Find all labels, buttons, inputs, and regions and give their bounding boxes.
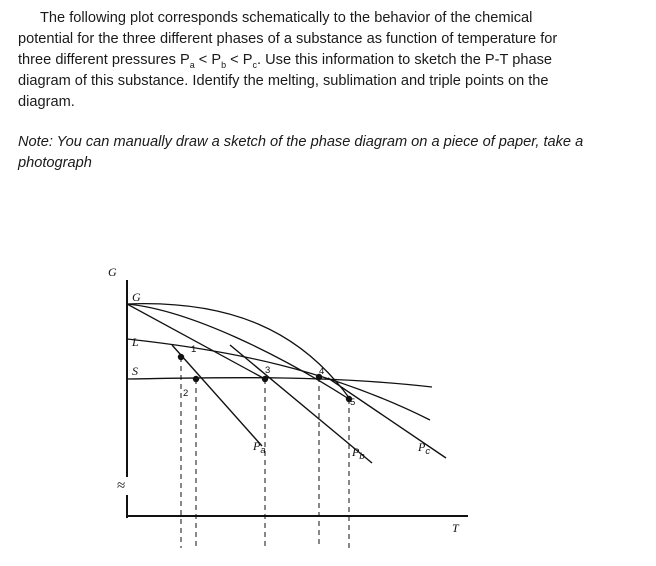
- solid-label: S: [132, 364, 138, 378]
- question-line-4: diagram of this substance. Identify the melting, sublimation and triple points on the: [18, 73, 549, 89]
- liquid-curve: [127, 339, 430, 420]
- point-label-3: 3: [265, 365, 271, 376]
- point-label-1: 1: [191, 344, 197, 355]
- point-label-5: 5: [350, 397, 356, 408]
- point-1: [178, 354, 184, 360]
- pa-label: $P_a$: [253, 439, 266, 456]
- point-3: [262, 376, 268, 382]
- pc-label: $P_c$: [418, 440, 431, 457]
- point-2: [193, 376, 199, 382]
- note-text: Note: You can manually draw a sketch of the phase diagram on a piece of paper, take a photograph: [18, 134, 584, 171]
- gas-label: G: [132, 290, 141, 304]
- question-line-3: three different pressures $P_a < P_b < P_c$. Use this information to sketch the P-T phase: [18, 52, 552, 70]
- axis-break-symbol: ≈: [117, 478, 126, 494]
- point-label-4: 4: [319, 366, 325, 377]
- question-line-2: potential for the three different phases of a substance as function of temperature for: [18, 31, 558, 47]
- point-label-2: 2: [183, 388, 189, 399]
- y-axis-label: G: [108, 265, 117, 279]
- question-line-1: The following plot corresponds schematically to the behavior of the chemical: [40, 10, 533, 26]
- liquid-label: L: [132, 335, 139, 349]
- question-line-5: diagram.: [18, 94, 75, 110]
- x-axis-label: T: [452, 521, 459, 535]
- pb-label: $P_b$: [352, 445, 365, 462]
